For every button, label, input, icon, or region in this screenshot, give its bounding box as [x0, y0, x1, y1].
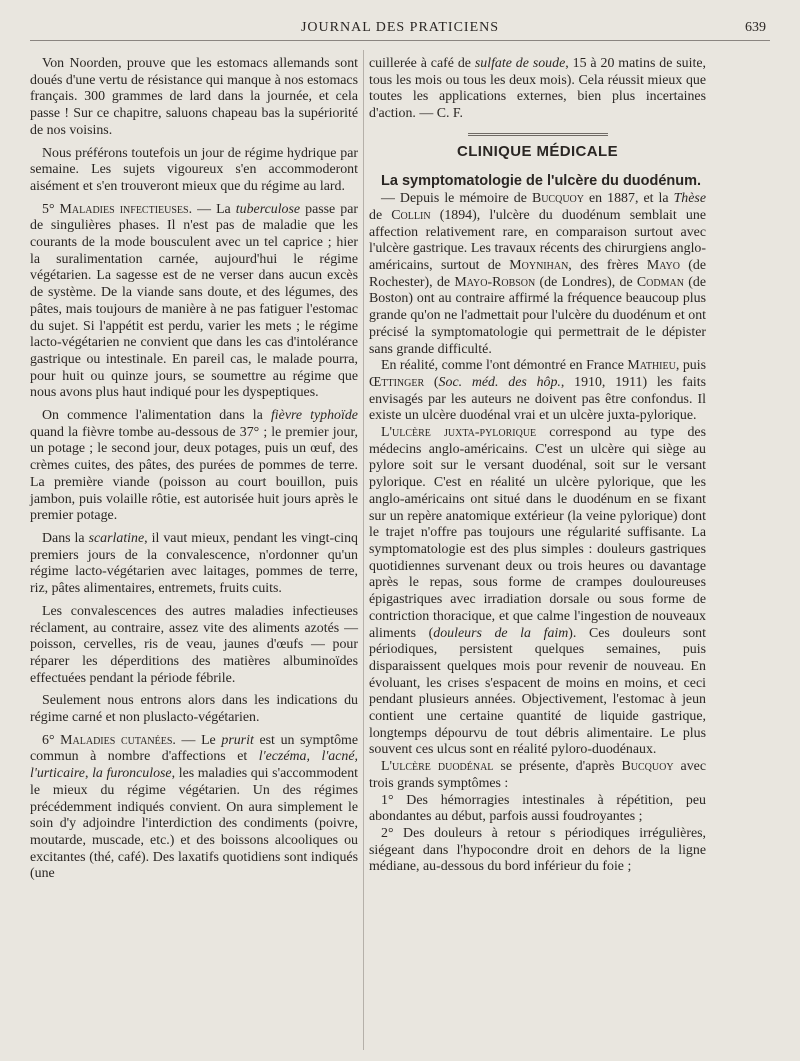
journal-title: JOURNAL DES PRATICIENS: [300, 20, 500, 35]
text-run: , puis: [675, 358, 706, 374]
text-run: 2° Des douleurs à retour s périodiques irrégulières, siégeant dans l'hypocondre droit en dehors de la ligne médiane, au-dessous du bord inférieur du foie ;: [369, 825, 706, 875]
section-title: CLINIQUE MÉDICALE: [457, 142, 618, 160]
text-run: Maladies infectieuses.: [59, 201, 193, 217]
text-run: Les convalescences des autres maladies infectieuses réclament, au contraire, assez vite des aliments azotés — poisson, cervelles, ris de veau, jaunes d'œufs — pour réparer les déperditions des matières albuminoïdes effectuées pendant la période fébrile.: [30, 603, 358, 686]
running-header: [30, 18, 770, 41]
text-run: sulfate de soude: [474, 56, 566, 71]
text-run: — Depuis le mémoire de: [381, 191, 532, 207]
paragraph: [30, 408, 358, 525]
text-run: Maladies cutanées.: [60, 732, 176, 748]
text-run: Collin: [391, 207, 431, 223]
text-run: En réalité, comme l'ont démontré en France: [381, 358, 628, 374]
text-run: tuberculose: [235, 201, 301, 217]
text-run: (1894), l'ulcère du duodénum semblait une affection relativement rare, en comparaison surtout avec l'ulcère gastrique. Les travaux récents des chirurgiens anglo-américains, surtout de: [369, 207, 706, 274]
left-column: [30, 56, 358, 883]
text-run: ,: [84, 766, 93, 782]
right-column: [369, 56, 706, 876]
text-run: — La: [192, 201, 236, 217]
text-run: (de Londres), de: [535, 274, 637, 290]
text-run: douleurs de la faim: [433, 625, 569, 641]
text-run: Bucquoy: [531, 191, 584, 207]
text-run: en 1887, et la: [583, 191, 674, 207]
continuation-paragraph: [369, 56, 706, 123]
text-run: , 1910, 1911) les faits envisagés par les auteurs ne doivent pas être confondus. Il existe un ulcère duodénal vrai et un ulcère juxta-pylorique.: [369, 374, 707, 424]
paragraph: [369, 793, 706, 826]
text-run: est un symptôme commun à nombre d'affections et: [30, 732, 358, 765]
text-run: l'eczéma, l'acné, l'urticaire: [30, 749, 358, 782]
article-title: La symptomatologie de l'ulcère du duodénum.: [381, 172, 702, 189]
paragraph: [30, 146, 358, 196]
text-run: scarlatine: [88, 530, 145, 546]
text-run: Seulement nous entrons alors dans les indications du régime carné et non pluslacto-végétarien.: [30, 693, 358, 726]
text-run: , il vaut mieux, pendant les vingt-cinq premiers jours de la convalescence, n'ordonner qu'un régime lacto-végétarien avec laitages, pommes de terre, riz, pâtes alimentaires, entremets, fruits cuits.: [30, 530, 358, 597]
text-run: L'ulcère duodénal: [381, 759, 494, 775]
paragraph: [30, 531, 358, 598]
page-number: 639: [745, 20, 766, 35]
section-rule: [468, 133, 608, 136]
paragraph: [369, 191, 706, 358]
text-run: , 15 à 20 matins de suite, tous les mois ou tous les deux mois). Cela réussit mieux que toutes les applications externes, bien plus incertaines d'action. — C. F.: [369, 56, 706, 122]
paragraph: [369, 358, 706, 425]
text-run: 6°: [42, 732, 61, 748]
text-run: 1° Des hémorragies intestinales à répétition, peu abondantes au début, parfois aussi foudroyantes ;: [369, 792, 706, 825]
text-run: (: [424, 374, 439, 390]
paragraph: [30, 202, 358, 402]
text-run: de: [369, 207, 392, 223]
text-run: Soc. méd. des hôp.: [438, 374, 561, 390]
text-run: la furonculose: [92, 766, 172, 782]
text-run: Thèse: [673, 191, 706, 207]
text-run: (de Rochester), de: [369, 258, 707, 290]
article-body: [369, 191, 706, 876]
text-run: Mayo-Robson: [454, 274, 536, 290]
text-run: correspond au type des médecins anglo-américains. C'est un ulcère qui siège au pylore soit sur le versant duodénal, soit sur le versant pylorique. C'est en réalité un ulcère pylorique, que les anglo-américains ont situé dans le duodénum en se fixant sur un repère anatomique extérieur (la veine pylorique) dont le trajet n'offre pas toujours une régularité suffisante. La symptomatologie est des plus simples : douleurs gastriques quotidiennes survenant deux ou trois heures ou davantage après le repas, sous forme de crampes douloureuses épigastriques avec irradiation dorsale ou sous forme de contriction thoracique, et que calme l'ingestion de nouveaux aliments (: [369, 425, 706, 641]
text-run: passe par de singulières phases. Il n'est pas de maladie que les courants de la mode bousculent avec un tel caprice ; hier la suralimentation carnée, aujourd'hui le régime végétarien. La sagesse est de ne verser dans aucun excès de système. De la viande sans doute, et des légumes, des pâtes, mais toujours de manière à ne pas fatiguer l'estomac du sujet. Si l'appétit est perdu, varier les mets ; le régime lacto-végétarien ne convient que dans les cas d'intolérance gastrique ou intestinale. En pareil cas, le malade pourra, pour huit ou quinze jours, se soumettre au régime que nous avons plus haut indiqué pour les dyspeptiques.: [30, 201, 358, 401]
text-run: Codman: [636, 274, 684, 290]
text-run: Œttinger: [369, 374, 425, 390]
text-run: On commence l'alimentation dans la: [42, 408, 271, 424]
text-run: prurit: [221, 732, 254, 748]
text-run: L'ulcère juxta-pylorique: [381, 425, 537, 441]
text-run: Dans la: [42, 530, 89, 546]
paragraph: [369, 826, 706, 876]
text-run: — Le: [175, 732, 222, 748]
text-run: Mayo: [646, 258, 680, 274]
paragraph: [30, 604, 358, 688]
column-divider: [363, 50, 364, 1050]
paragraph: [30, 56, 358, 140]
text-run: se présente, d'après: [493, 759, 622, 775]
text-run: 5°: [42, 201, 60, 217]
paragraph: [30, 693, 358, 726]
paragraph: [369, 759, 706, 792]
text-run: , des frères: [568, 258, 647, 274]
text-run: Bucquoy: [621, 759, 674, 775]
text-run: Nous préférons toutefois un jour de régime hydrique par semaine. Les sujets vigoureux s'en accommoderont aisément et s'en trouveront mieux que du régime au lard.: [30, 145, 358, 194]
text-run: , les maladies qui s'accommodent le mieux du régime végétarien. Un des régimes précédemment indiqués convient. On aura simplement le soin d'y adjoindre l'interdiction des condiments (poivre, moutarde, muscade, etc.) et des boissons alcooliques ou excitantes (thé, café). Des laxatifs quotidiens sont indiqués (une: [30, 766, 359, 882]
paragraph: [369, 425, 706, 759]
text-run: Moynihan: [509, 258, 569, 274]
text-run: avec trois grands symptômes :: [369, 759, 706, 791]
text-run: quand la fièvre tombe au-dessous de 37° ; le premier jour, un potage ; le second jour, deux potages, puis un œuf, des crèmes cuites, des pâtes, des purées de pommes de terre. La première viande (poisson au court bouillon, puis jambon, puis volaille rôtie, est autorisée huit jours après le premier potage.: [30, 424, 358, 524]
text-run: fièvre typhoïde: [270, 408, 358, 424]
text-run: cuillerée à café de: [369, 56, 475, 71]
text-run: Mathieu: [627, 358, 676, 374]
paragraph: [30, 733, 358, 883]
text-run: Von Noorden, prouve que les estomacs allemands sont doués d'une vertu de résistance qui manque à nos estomacs français. 300 grammes de lard dans la journée, et cela passe ! Sur ce chapitre, saluons chapeau bas la supériorité de nos voisins.: [30, 56, 358, 138]
text-run: (de Boston) ont au contraire affirmé la fréquence beaucoup plus grande qu'on ne l'admettait pour l'ulcère du duodénum et ont précisé la symptomatologie qui permettrait de le dépister sans grande difficulté.: [369, 274, 707, 357]
text-run: ). Ces douleurs sont périodiques, persistent quelques semaines, puis disparaissent quelques mois pour revenir de nouveau. En évoluant, les crises s'espacent de moins en moins, et ceci pendant plusieurs années. Objectivement, l'estomac à jeun contient une certaine quantité de liquide gastrique, longtemps dépourvu de tout débris alimentaire. Le plus souvent ces ulcus sont en réalité pyloro-duodénaux.: [369, 625, 706, 758]
